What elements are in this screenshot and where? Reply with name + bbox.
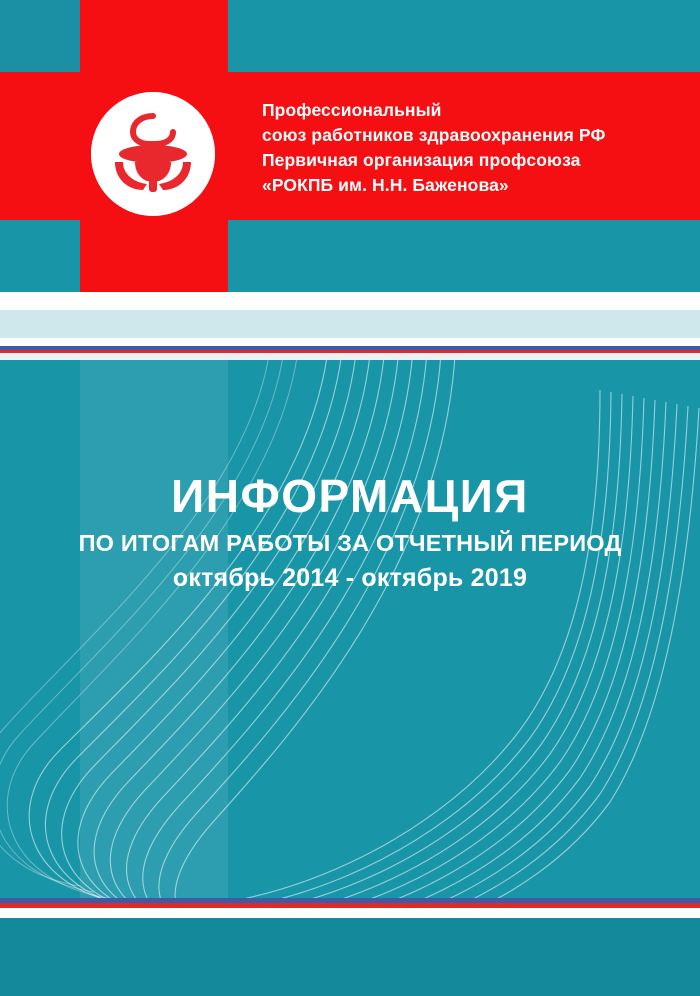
reporting-period: октябрь 2014 - октябрь 2019 <box>172 564 528 592</box>
bottom-white-band <box>0 908 700 918</box>
bottom-teal-band <box>0 918 700 996</box>
organization-line-4: «РОКПБ им. Н.Н. Баженова» <box>262 175 509 195</box>
organization-line-3: Первичная организация профсоюза <box>262 150 581 170</box>
organization-line-2: союз работников здравоохранения РФ <box>262 125 606 145</box>
organization-line-1: Профессиональный <box>262 100 442 120</box>
trade-union-health-emblem-icon <box>91 92 215 216</box>
pale-band <box>0 310 700 338</box>
organization-header-text <box>262 98 672 198</box>
white-band-lower <box>0 338 700 346</box>
page-subtitle: ПО ИТОГАМ РАБОТЫ ЗА ОТЧЕТНЫЙ ПЕРИОД <box>78 530 622 556</box>
white-band-upper <box>0 292 700 310</box>
page-title: ИНФОРМАЦИЯ <box>171 470 529 522</box>
pale-band-after <box>0 353 700 360</box>
background-top-left-block <box>0 0 80 72</box>
title-block <box>0 470 700 594</box>
